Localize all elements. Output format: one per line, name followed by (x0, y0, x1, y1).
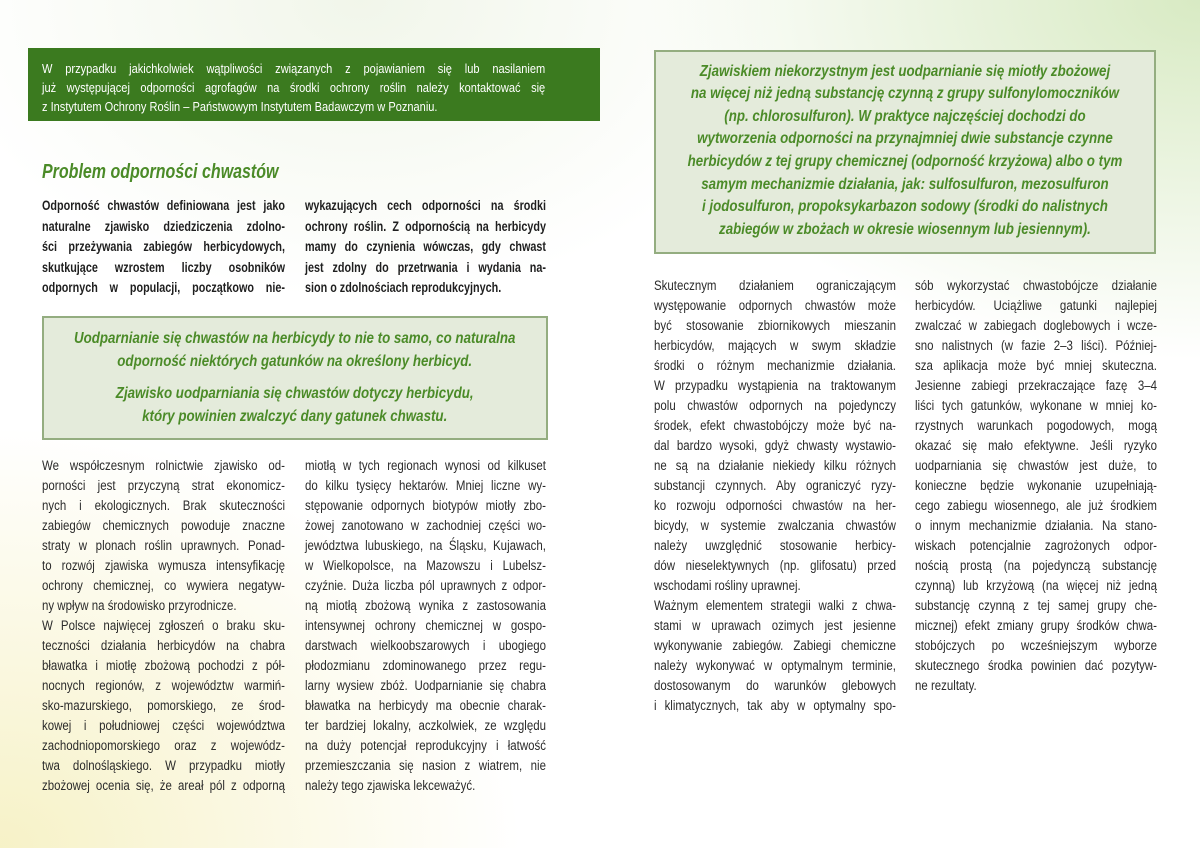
text-line: micznej) efekt zmiany grupy środków chwa- (915, 618, 1157, 633)
text-line: okazać się mało efektywne. Jeśli ryzyko (915, 438, 1157, 453)
text-line: czynną) lub krzyżową (na więcej niż jedną (915, 578, 1157, 593)
text-line: konieczne będzie wykonanie uzupełniają- (915, 478, 1157, 493)
text-line: wykazujących cech odporności na środki (305, 198, 546, 213)
intro-column-1-text (42, 196, 285, 299)
text-line: wykonywanie zabiegów. Zabiegi chemiczne (654, 638, 896, 653)
text-line: płodozmianu zdominowanego przez regu- (305, 658, 546, 673)
text-line: bławatka na herbicydy ma obecnie charak- (305, 698, 546, 713)
intro-column-2-text (305, 196, 546, 299)
text-line: ko rozwoju odporności chwastów na her- (654, 498, 896, 513)
paragraph (42, 196, 285, 299)
text-line: środek, efekt chwastobójczy może być na- (654, 418, 896, 433)
text-line: przemieszczania się nasion z wiatrem, nie (305, 758, 546, 773)
info-banner (28, 48, 600, 121)
text-line: larny wysiew zbóż. Uodparnianie się chabra (305, 678, 546, 693)
text-line: nych i ekologicznych. Brak skuteczności (42, 498, 286, 513)
text-line: do kilku tysięcy hektarów. Mniej liczne wy- (305, 478, 546, 493)
intro-column-2 (305, 196, 546, 299)
paragraph (44, 327, 545, 373)
text-line: straty w plonach roślin uprawnych. Ponad- (42, 538, 286, 553)
paragraph (42, 456, 285, 616)
body-left-column-2 (305, 456, 546, 796)
text-line: sób wykorzystać chwastobójcze działanie (915, 278, 1157, 293)
text-line: odporność niektórych gatunków na określony herbicyd. (117, 352, 473, 370)
text-line: skutecznego środka powinien dać pozytyw- (915, 658, 1157, 673)
text-line: ną miotłą zbożową wynika z zastosowania (305, 598, 546, 613)
text-line: stami w uprawach ozimych jest jesienne (654, 618, 896, 633)
text-line: Uodparnianie się chwastów na herbicydy to nie to samo, co naturalna (73, 329, 516, 347)
text-line: samym mechanizmie działania, jak: sulfosulfuron, mezosulfuron (701, 175, 1109, 193)
text-line: zwalczać w zabiegach doglebowych i wcze- (915, 318, 1157, 333)
text-line: dal bardzo wysoki, gdyż chwasty wystawio- (654, 438, 896, 453)
text-line: sion o zdolnościach reprodukcyjnych. (305, 280, 502, 295)
text-line: stobójczych po wcześniejszym wyborze (915, 638, 1157, 653)
text-line: W przypadku wystąpienia na traktowanym (654, 378, 896, 393)
text-line: być stosowanie zbiornikowych mieszanin (654, 318, 896, 333)
text-line: herbicydów. Uciążliwe gatunki najlepiej (915, 298, 1157, 313)
text-line: już występującej odporności agrofagów na środki ochrony roślin należy kontaktować się (42, 79, 546, 95)
text-line: liści tych gatunków, wykonane w mniej ko- (915, 398, 1157, 413)
text-line: i klimatycznych, tak aby w optymalny spo- (654, 698, 896, 713)
text-line: porności jest przyczyną strat ekonomicz- (42, 478, 286, 493)
text-line: Zjawisko uodparniania się chwastów dotyczy herbicydu, (115, 385, 474, 402)
intro-column-1 (42, 196, 285, 299)
text-line: dów nieselektywnych (np. glifosatu) przed (654, 558, 896, 573)
text-line: W przypadku jakichkolwiek wątpliwości związanych z pojawianiem się lub nasilaniem (42, 60, 546, 76)
text-line: występowanie odpornych chwastów może (654, 298, 896, 313)
text-line: herbicydów, mających w swym składzie (654, 338, 896, 353)
text-line: We współczesnym rolnictwie zjawisko od- (42, 458, 286, 473)
body-right-column-1 (654, 276, 896, 716)
text-line: ochrony roślin. Z odpornością na herbicydy (305, 218, 546, 234)
text-line: miotłą w tych regionach wynosi od kilkuset (305, 458, 546, 473)
body-left-column-1-text (42, 456, 285, 796)
text-line: mamy do czynienia wówczas, gdy chwast (305, 239, 546, 254)
text-line: zbożowej ocenia się, że areał pól z odporną (42, 778, 286, 793)
text-line: substancji czynnych. Aby ograniczyć ryzy- (654, 478, 896, 493)
text-line: naturalne zjawisko dziedziczenia zdolno- (42, 218, 285, 234)
text-line: skutkujące wzrostem liczby osobników (42, 259, 285, 275)
text-line: bicydy, w systemie zwalczania chwastów (654, 518, 896, 533)
text-line: rzystnych warunkach pogodowych, mogą (915, 418, 1157, 433)
text-line: należy wykonywać w optymalnym terminie, (654, 658, 896, 673)
paragraph (42, 616, 285, 796)
text-line: twa dolnośląskiego. W przypadku miotły (42, 758, 286, 773)
body-left-column-1 (42, 456, 285, 796)
text-line: to rozwój zjawiska wymusza intensyfikację (42, 558, 286, 573)
text-line: substancję czynną z tej samej grupy che- (915, 598, 1157, 613)
text-line: darstwach wielkoobszarowych i ubogiego (305, 638, 546, 653)
callout-box-right (654, 50, 1156, 254)
text-line: zachodniopomorskiego oraz z wojewódz- (42, 738, 286, 753)
text-line: o innym mechanizmie działania. Na stano- (915, 518, 1157, 533)
text-line: zabiegów w zbożach w okresie wiosennym lub jesiennym). (719, 220, 1091, 238)
text-line: wschodami rośliny uprawnej. (654, 578, 801, 593)
text-line: na duży potencjał reprodukcyjny i łatwość (305, 738, 546, 753)
text-line: czyźnie. Duża liczba pól uprawnych z odpor- (305, 578, 546, 593)
text-line: dostosowanym do warunków glebowych (654, 678, 896, 693)
text-line: zabiegów chemicznych powoduje znaczne (42, 518, 286, 533)
text-line: sko-mazurskiego, pomorskiego, ze środ- (42, 698, 286, 713)
paragraph (915, 276, 1157, 696)
text-line: ter bardziej lokalny, aczkolwiek, ze względu (305, 718, 546, 733)
paragraph (44, 382, 545, 428)
text-line: Zjawiskiem niekorzystnym jest uodparnianie się miotły zbożowej (699, 62, 1111, 80)
text-line: środki o różnym mechanizmie działania. (654, 358, 896, 373)
text-line: nością prostą (na pojedynczą substancję (915, 558, 1157, 573)
body-right-column-2-text (915, 276, 1157, 696)
text-line: sza aplikacja może być mniej skuteczna. (915, 358, 1157, 373)
text-line: Jesienne zabiegi przekraczające fazę 3–4 (915, 378, 1157, 393)
text-line: ny wpływ na środowisko przyrodnicze. (42, 598, 237, 613)
text-line: wiskach potencjalnie zagrożonych odpor- (915, 538, 1157, 553)
text-line: jest zdolny do przetrwania i wydania na- (305, 259, 546, 275)
callout-left-text (44, 327, 545, 429)
text-line: kowej i południowej części województwa (42, 718, 286, 733)
body-right-column-2 (915, 276, 1157, 696)
text-line: z Instytutem Ochrony Roślin – Państwowym Instytutem Badawczym w Poznaniu. (42, 98, 438, 114)
text-line: ne rezultaty. (915, 678, 977, 693)
callout-box-left (42, 316, 548, 440)
paragraph (42, 59, 545, 116)
paragraph (654, 276, 896, 596)
text-line: (np. chlorosulfuron). W praktyce najczęściej dochodzi do (724, 107, 1086, 125)
text-line: intensywnej ochrony chemicznej w gospo- (305, 618, 546, 633)
paragraph (305, 456, 546, 796)
text-line: stępowanie odpornych biotypów miotły zbo- (305, 498, 546, 513)
text-line: herbicydów z tej grupy chemicznej (odporność krzyżowa) albo o tym (687, 153, 1123, 171)
text-line: Odporność chwastów definiowana jest jako (42, 198, 285, 213)
text-line: w Wielkopolsce, na Mazowszu i Lubelsz- (305, 558, 546, 573)
text-line: należy uwzględnić stosowanie herbicy- (654, 538, 896, 553)
text-line: Skutecznym działaniem ograniczającym (654, 278, 896, 293)
text-line: i jodosulfuron, propoksykarbazon sodowy (środki do nalistnych (702, 198, 1108, 216)
text-line: należy tego zjawiska lekceważyć. (305, 778, 476, 793)
text-line: odpornych w populacji, początkowo nie- (42, 280, 285, 295)
text-line: W Polsce najwięcej zgłoszeń o braku sku- (42, 618, 286, 633)
body-left-column-2-text (305, 456, 546, 796)
text-line: jewództwa lubuskiego, na Śląsku, Kujawach, (305, 538, 546, 553)
text-line: Ważnym elementem strategii walki z chwa- (654, 598, 896, 613)
paragraph (305, 196, 546, 299)
text-line: sno nalistnych (w fazie 2–3 liści). Później- (915, 338, 1157, 353)
text-line: polu chwastów odpornych na pojedynczy (654, 398, 896, 413)
paragraph (654, 596, 896, 716)
text-line: który powinien zwalczyć dany gatunek chwastu. (142, 408, 448, 425)
callout-right-text (656, 61, 1154, 242)
text-line: teczności działania herbicydów na chabra (42, 638, 286, 653)
text-line: ne są na działanie niekiedy kilku różnych (654, 458, 896, 473)
info-banner-text (42, 59, 545, 116)
text-line: bławatka i miotłę zbożową pochodzi z pół- (42, 658, 286, 673)
text-line: cego zabiegu wiosennego, ale już środkiem (915, 498, 1157, 513)
text-line: ochrony chemicznej, co wywiera negatyw- (42, 578, 286, 593)
text-line: uodparniania się chwastów jest duże, to (915, 458, 1157, 473)
text-line: wytworzenia odporności na przynajmniej dwie substancje czynne (697, 130, 1113, 148)
text-line: żowej zanotowano w zachodniej części wo- (305, 518, 546, 533)
section-heading: Problem odporności chwastów (42, 161, 279, 183)
text-line: ści przeżywania zabiegów herbicydowych, (42, 239, 285, 254)
paragraph (656, 61, 1154, 242)
text-line: nocnych regionów, z województw warmiń- (42, 678, 286, 693)
body-right-column-1-text (654, 276, 896, 716)
text-line: na więcej niż jedną substancję czynną z grupy sulfonylomoczników (690, 85, 1120, 103)
